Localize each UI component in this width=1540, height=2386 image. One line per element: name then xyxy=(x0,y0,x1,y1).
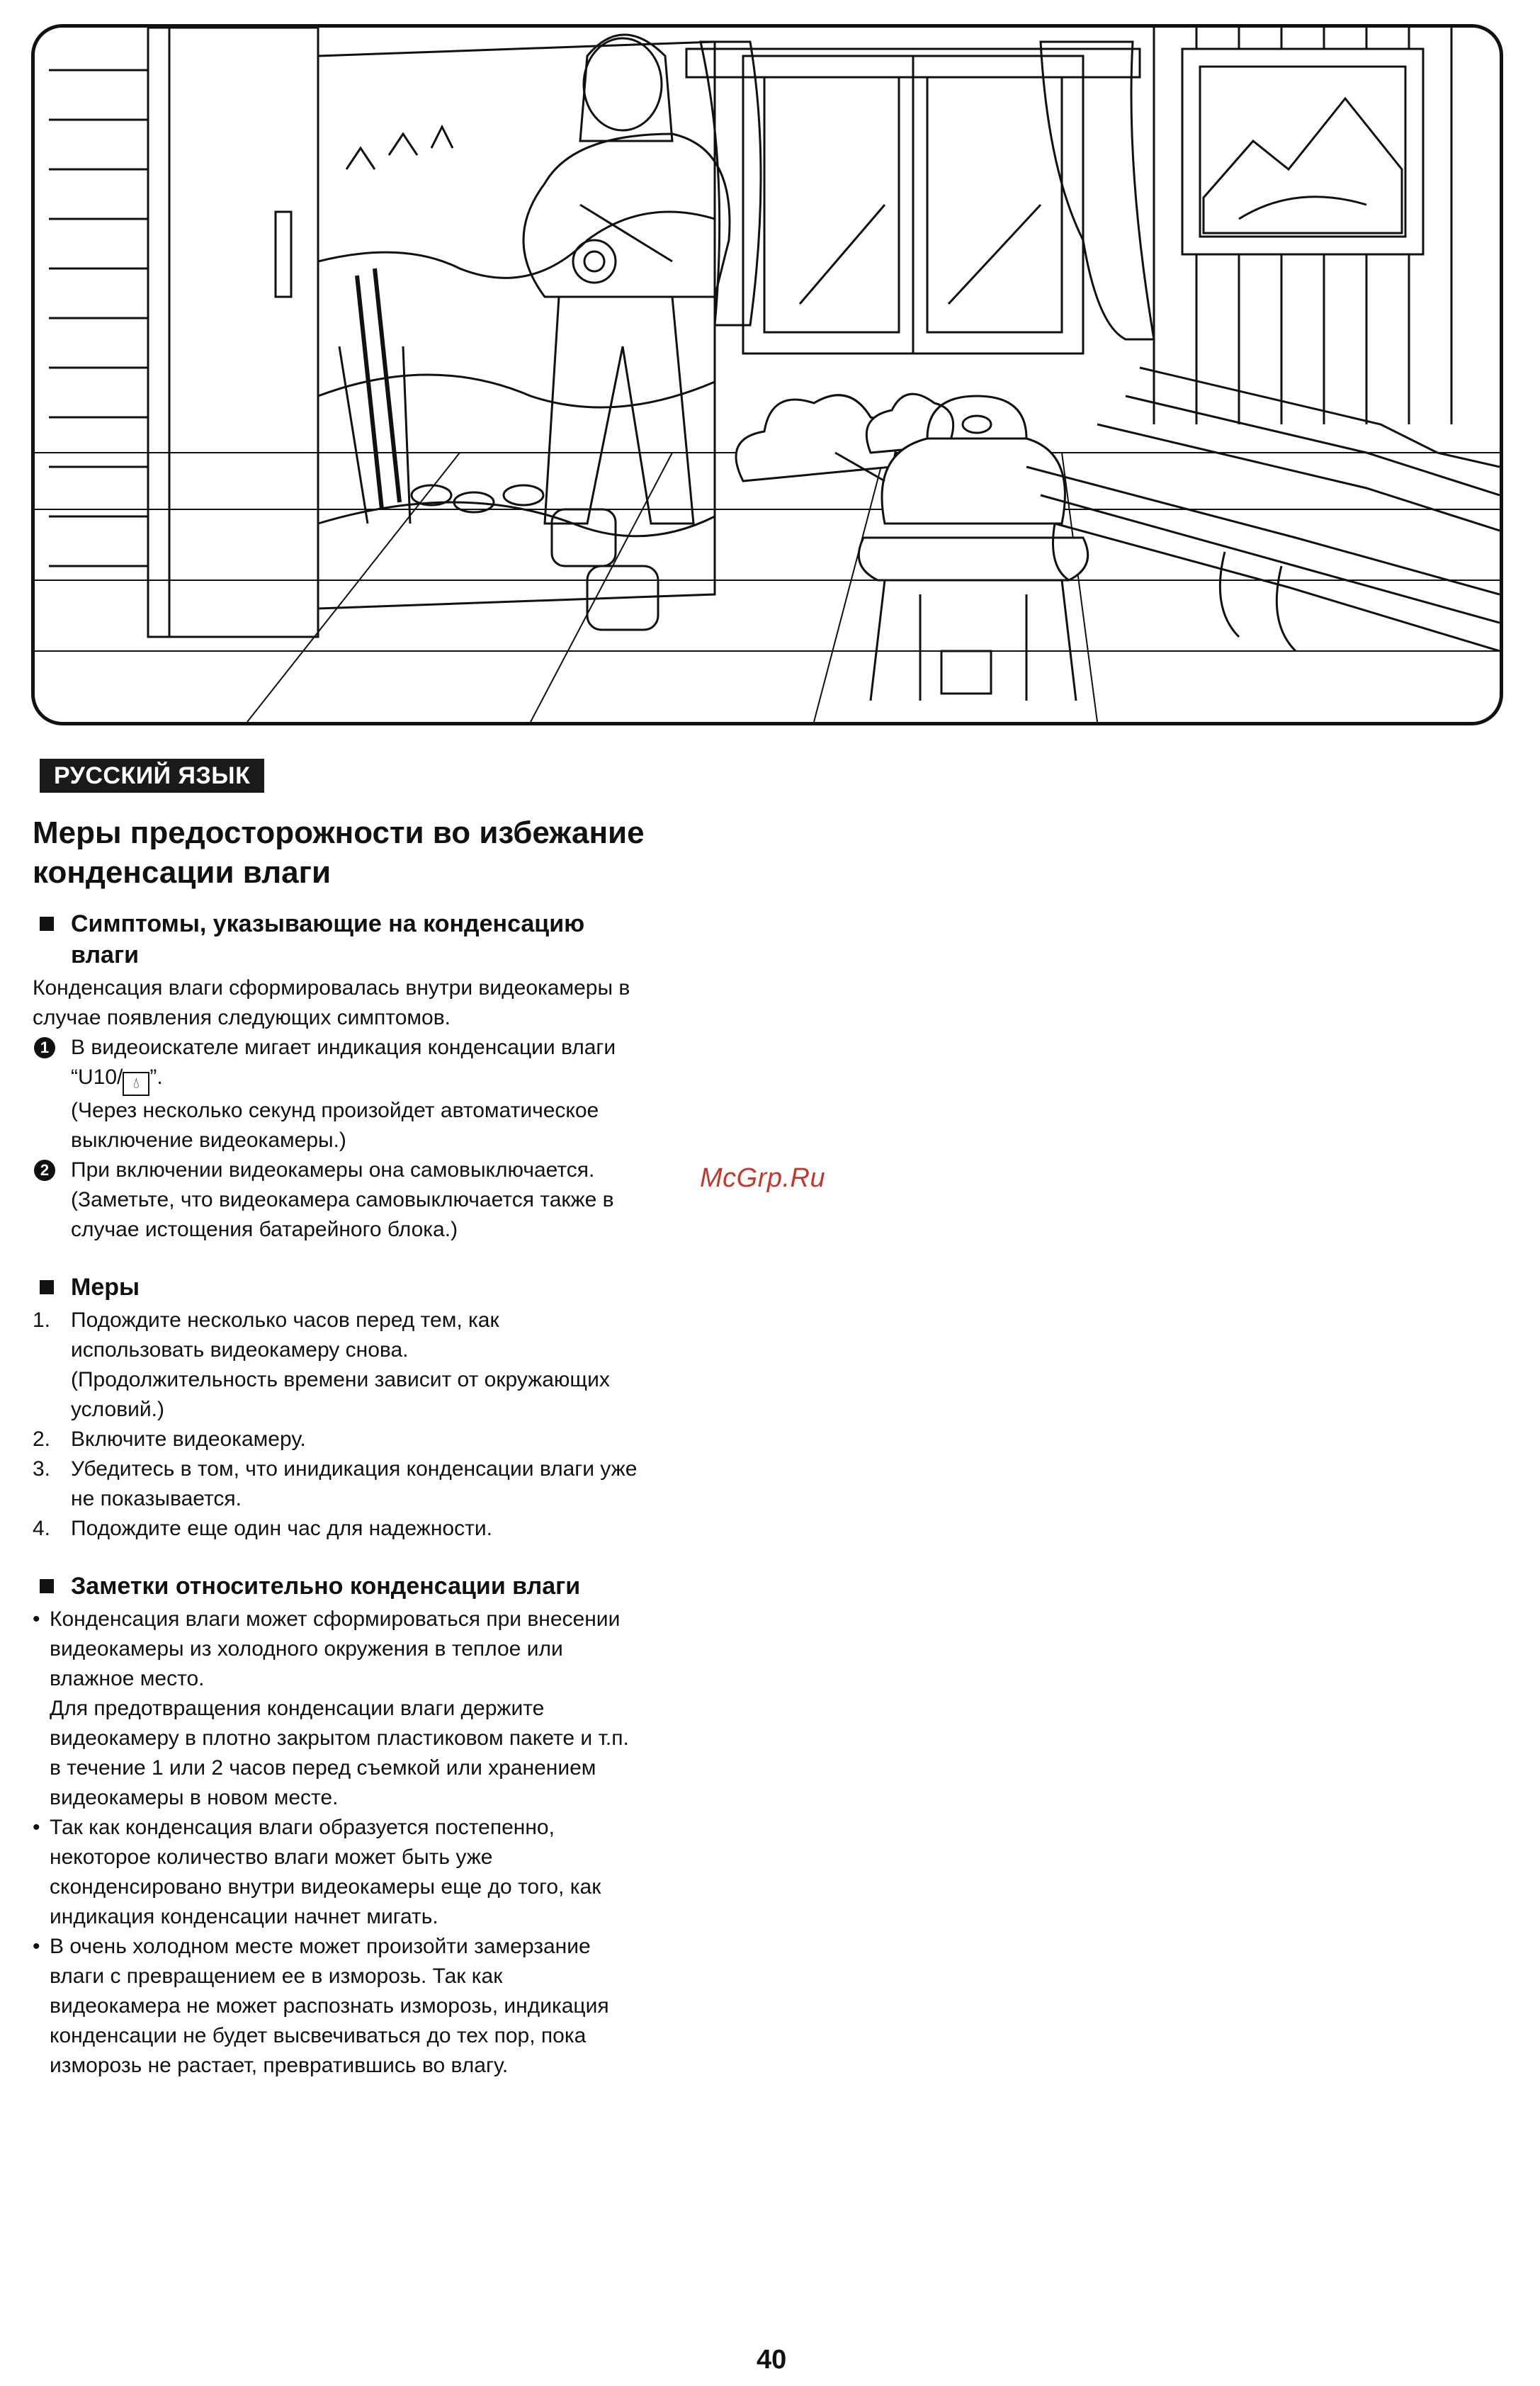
floor-tiles xyxy=(35,453,1500,722)
notes-heading: Заметки относительно конденсации влаги xyxy=(33,1571,741,1602)
notes-list xyxy=(33,1605,741,2081)
symptom-item-2: 2 При включении видеокамеры она самовыключается. (Заметьте, что видеокамера самовыключается также в случае истощения батарейного блока.) xyxy=(33,1155,741,1245)
square-bullet-icon xyxy=(40,1579,54,1593)
circled-number-icon: 2 xyxy=(34,1160,55,1181)
symptom-item-1: 1 В видеоискателе мигает индикация конденсации влаги “U10/ 💧︎ ”. (Через несколько секунд произойдет автоматическое выключение видеокамеры.) xyxy=(33,1033,741,1155)
language-badge: РУССКИЙ ЯЗЫК xyxy=(40,759,264,793)
window xyxy=(686,42,1154,354)
symptoms-heading: Симптомы, указывающие на конденсацию влаги xyxy=(33,908,741,971)
chalet-illustration xyxy=(31,24,1503,725)
measure-item-2: 2. Включите видеокамеру. xyxy=(33,1427,306,1451)
watermark: McGrp.Ru xyxy=(700,1163,826,1193)
left-wall xyxy=(49,70,148,566)
square-bullet-icon xyxy=(40,1280,54,1294)
page-number: 40 xyxy=(757,2345,787,2375)
square-bullet-icon xyxy=(40,917,54,931)
measure-item-4: 4. Подождите еще один час для надежности. xyxy=(33,1517,492,1540)
water-drop-icon: 💧︎ xyxy=(123,1072,149,1096)
main-content xyxy=(33,813,741,2081)
note-item-1: • Конденсация влаги может сформироваться при внесении видеокамеры из холодного окружения в теплое или влажное место. Для предотвращения конденсации влаги держите видеокамеру в плотно закрытом пластиковом пакете и т.п. в течение 1 или 2 часов перед съемкой или хранением видеокамеры в новом месте. xyxy=(33,1607,629,1809)
measure-item-3: 3. Убедитесь в том, что инидикация конденсации влаги уже не показывается. xyxy=(33,1457,638,1510)
measure-item-1: 1. Подождите несколько часов перед тем, как использовать видеокамеру снова. (Продолжительность времени зависит от окружающих условий.) xyxy=(33,1308,610,1421)
symptoms-intro: Конденсация влаги сформировалась внутри видеокамеры в случае появления следующих симптомов. xyxy=(33,976,630,1029)
mountain-picture xyxy=(1182,49,1423,254)
page-title: Меры предосторожности во избежание конденсации влаги xyxy=(33,815,645,890)
circled-number-icon: 1 xyxy=(34,1037,55,1058)
note-item-3: • В очень холодном месте может произойти замерзание влаги с превращением ее в изморозь. Так как видеокамера не может распознать изморозь, индикация конденсации не будет высвечиваться до тех пор, пока изморозь не растает, превратившись во влагу. xyxy=(33,1935,609,2077)
open-doorway xyxy=(148,28,715,637)
measures-heading: Меры xyxy=(33,1272,741,1303)
note-item-2: • Так как конденсация влаги образуется постепенно, некоторое количество влаги может быть уже сконденсировано внутри видеокамеры еще до того, как индикация конденсации начнет мигать. xyxy=(33,1816,601,1928)
